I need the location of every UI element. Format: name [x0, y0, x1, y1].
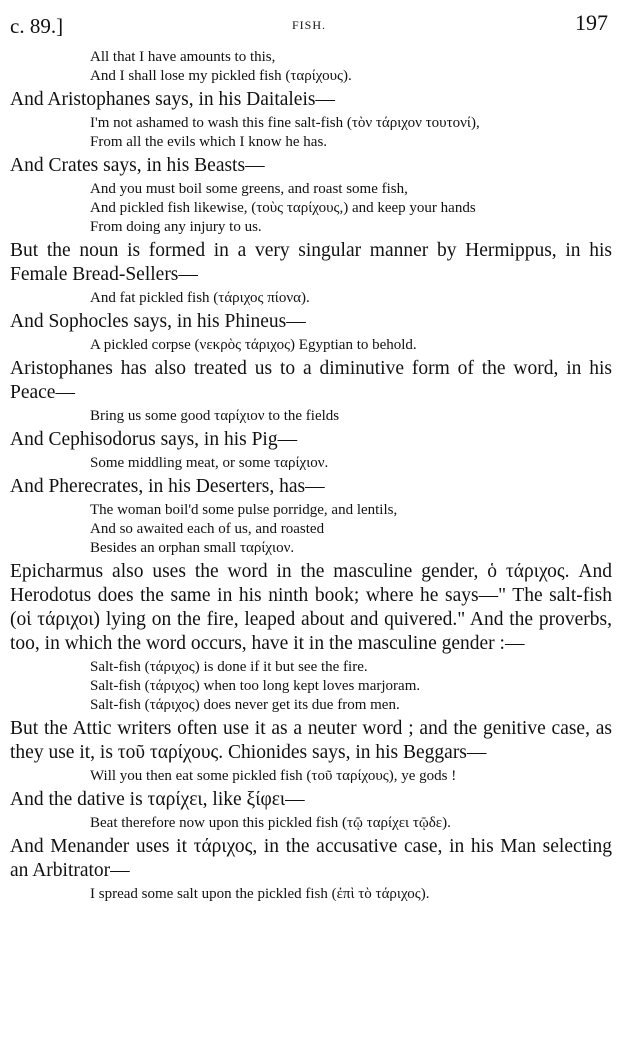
verse-line: From all the evils which I know he has.	[90, 134, 328, 150]
prose-paragraph: And Crates says, in his Beasts—	[10, 155, 265, 176]
verse-line: Besides an orphan small ταρίχιον.	[90, 540, 295, 556]
chapter-reference: c. 89.]	[10, 14, 64, 38]
verse-line: From doing any injury to us.	[90, 219, 262, 235]
verse-line: All that I have amounts to this,	[90, 49, 276, 65]
verse-line: Will you then eat some pickled fish (τοῦ ταρίχους), ye gods !	[90, 768, 457, 784]
prose-paragraph: But the Attic writers often use it as a neuter word ; and the genitive case, as they use it, is τοῦ ταρίχους. Chionides says, in his Beggars—	[10, 718, 612, 763]
verse-line: And I shall lose my pickled fish (ταρίχους).	[90, 68, 352, 84]
prose-paragraph: And Sophocles says, in his Phineus—	[10, 311, 306, 332]
verse-line: Bring us some good ταρίχιον to the fields	[90, 408, 340, 424]
verse-quote	[90, 407, 612, 426]
verse-line: The woman boil'd some pulse porridge, and lentils,	[90, 502, 398, 518]
prose-paragraph: But the noun is formed in a very singular manner by Hermippus, in his Female Bread-Sellers—	[10, 240, 612, 285]
verse-quote	[90, 454, 612, 473]
verse-quote	[90, 48, 612, 86]
verse-quote	[90, 658, 612, 715]
verse-line: Salt-fish (τάριχος) when too long kept loves marjoram.	[90, 678, 421, 694]
verse-quote	[90, 336, 612, 355]
verse-quote	[90, 289, 612, 308]
verse-quote	[90, 501, 612, 558]
verse-quote	[90, 885, 612, 904]
verse-line: Salt-fish (τάριχος) is done if it but see the fire.	[90, 659, 368, 675]
verse-line: And pickled fish likewise, (τοὺς ταρίχους,) and keep your hands	[90, 200, 476, 216]
verse-quote	[90, 767, 612, 786]
verse-line: Beat therefore now upon this pickled fish (τῷ ταρίχει τῷδε).	[90, 815, 451, 831]
page-header	[10, 8, 608, 38]
prose-paragraph: Aristophanes has also treated us to a diminutive form of the word, in his Peace—	[10, 358, 612, 403]
running-title: FISH.	[291, 18, 326, 32]
verse-line: Salt-fish (τάριχος) does never get its due from men.	[90, 697, 400, 713]
verse-line: And so awaited each of us, and roasted	[90, 521, 325, 537]
verse-quote	[90, 814, 612, 833]
verse-line: Some middling meat, or some ταρίχιον.	[90, 455, 329, 471]
page-number: 197	[575, 10, 608, 35]
verse-quote	[90, 114, 612, 152]
verse-line: I spread some salt upon the pickled fish (ἐπὶ τὸ τάριχος).	[90, 886, 430, 902]
prose-paragraph: Epicharmus also uses the word in the masculine gender, ὁ τάριχος. And Herodotus does the same in his ninth book; where he says—" The salt-fish (οἱ τάριχοι) lying on the fire, leaped about and quivered." And the proverbs, too, in which the word occurs, have it in the masculine gender :—	[10, 561, 612, 654]
verse-line: I'm not ashamed to wash this fine salt-fish (τὸν τάριχον τουτονί),	[90, 115, 480, 131]
verse-line: A pickled corpse (νεκρὸς τάριχος) Egyptian to behold.	[90, 337, 417, 353]
verse-line: And you must boil some greens, and roast some fish,	[90, 181, 408, 197]
prose-paragraph: And the dative is ταρίχει, like ξίφει—	[10, 789, 305, 810]
prose-paragraph: And Cephisodorus says, in his Pig—	[10, 429, 298, 450]
prose-paragraph: And Menander uses it τάριχος, in the accusative case, in his Man selecting an Arbitrator—	[10, 836, 612, 881]
verse-quote	[90, 180, 612, 237]
verse-line: And fat pickled fish (τάριχος πίονα).	[90, 290, 310, 306]
prose-paragraph: And Pherecrates, in his Deserters, has—	[10, 476, 325, 497]
page-body	[10, 46, 612, 906]
prose-paragraph: And Aristophanes says, in his Daitaleis—	[10, 89, 335, 110]
